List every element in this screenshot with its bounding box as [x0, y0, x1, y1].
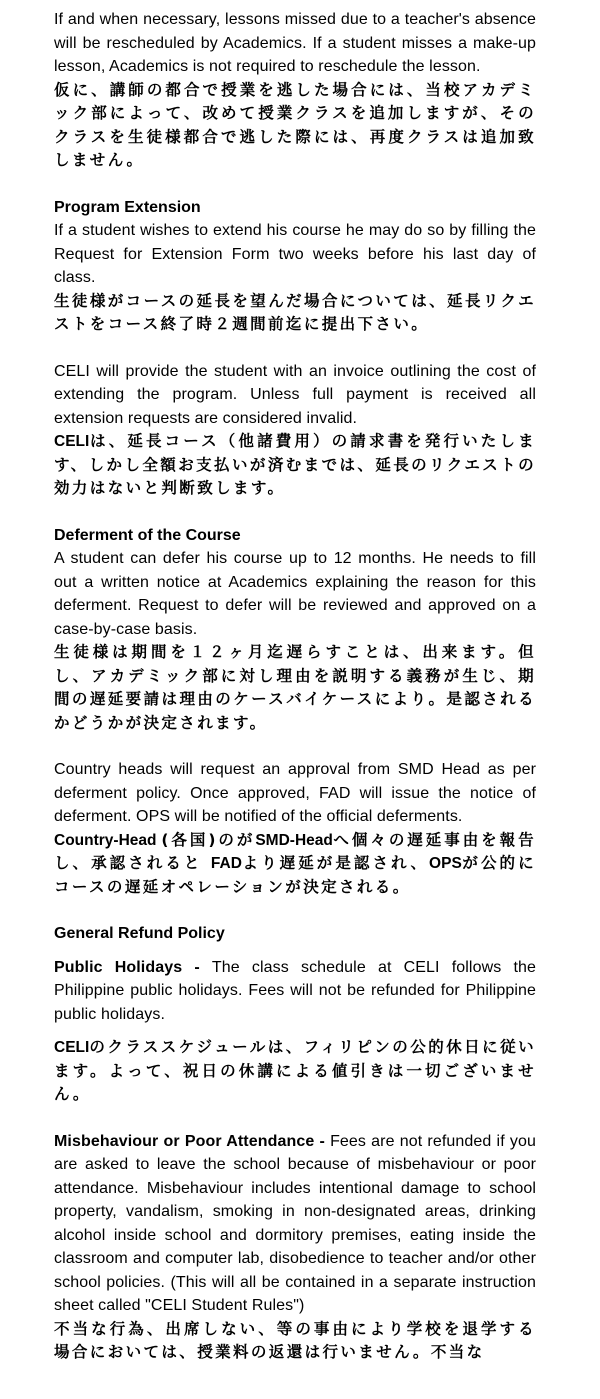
- spacer: [54, 1107, 536, 1130]
- spacer: [54, 337, 536, 360]
- misbehaviour-text: Fees are not refunded if you are asked to leave the school because of misbehaviour or poor attendance. Misbehaviour includes intentional damage to school property, vandalism, smoking in non-designated areas, drinking alcohol inside school and dormitory premises, eating inside the classroom and computer lab, disobedience to teacher and/or other school policies. (This will all be contained in a separate instruction sheet called "CELI Student Rules"): [54, 1132, 536, 1314]
- public-holidays-paragraph-en: [54, 956, 536, 1027]
- deferment-paragraph-en: A student can defer his course up to 12 months. He needs to fill out a written notice at Academics explaining the reason for this deferment. Request to defer will be reviewed and approved on a case-by-case basis.: [54, 550, 536, 638]
- approval-jp-segment: FAD: [210, 855, 242, 872]
- general-refund-policy-heading: General Refund Policy: [54, 925, 225, 942]
- celi-label: CELI: [54, 1039, 90, 1056]
- misbehaviour-paragraph-jp: 不当な行為、出席しない、等の事由により学校を退学する場合においては、授業料の返還は行いません。不当な: [54, 1319, 536, 1361]
- deferment-paragraph-jp: 生徒様は期間を１２ヶ月迄遅らすことは、出来ます。但し、アカデミック部に対し理由を説明する義務が生じ、期間の遅延要請は理由のケースバイケースにより。是認されるかどうかが決定されます。: [54, 643, 536, 732]
- deferment-heading: Deferment of the Course: [54, 526, 241, 544]
- extension-invoice-paragraph-jp: [54, 430, 536, 501]
- approval-jp-segment: SMD-Head: [255, 831, 333, 849]
- document-page: [54, 8, 536, 1365]
- spacer: [54, 1026, 536, 1036]
- celi-label: CELI: [54, 433, 90, 450]
- deferment-approval-paragraph-jp: [54, 829, 536, 900]
- spacer: [54, 946, 536, 956]
- misbehaviour-paragraph-en: [54, 1130, 536, 1318]
- approval-jp-segment: へ個々の遅延事由を報告し、承認されると: [54, 830, 536, 872]
- approval-jp-segment: (各国)の: [161, 830, 237, 849]
- spacer: [54, 899, 536, 922]
- spacer: [54, 735, 536, 758]
- approval-jp-segment: より遅延が是認され、: [241, 854, 430, 872]
- approval-jp-segment: OPS: [429, 855, 462, 872]
- program-extension-heading: Program Extension: [54, 198, 201, 216]
- public-holidays-lead: Public Holidays -: [54, 958, 212, 976]
- program-extension-paragraph-en: If a student wishes to extend his course he may do so by filling the Request for Extension Form two weeks before his last day of class.: [54, 222, 536, 286]
- makeup-lesson-paragraph-en: If and when necessary, lessons missed due to a teacher's absence will be rescheduled by Academics. If a student misses a make-up lesson, Academics is not required to reschedule the lesson.: [54, 11, 536, 75]
- public-holidays-jp-text: のクラススケジュールは、フィリピンの公的休日に従います。よって、祝日の休講による値引きは一切ございません。: [54, 1038, 536, 1103]
- spacer: [54, 173, 536, 196]
- approval-jp-segment: が: [236, 830, 256, 849]
- deferment-approval-paragraph-en: Country heads will request an approval from SMD Head as per deferment policy. Once approved, FAD will issue the notice of deferment. OPS will be notified of the official deferments.: [54, 761, 536, 825]
- misbehaviour-lead: Misbehaviour or Poor Attendance -: [54, 1132, 331, 1150]
- extension-invoice-jp-text: は、延長コース（他諸費用）の請求書を発行いたします、しかし全額お支払いが済むまでは、延長のリクエストの効力はないと判断致します。: [54, 432, 536, 497]
- makeup-lesson-paragraph-jp: 仮に、講師の都合で授業を逃した場合には、当校アカデミック部によって、改めて授業クラスを追加しますが、そのクラスを生徒様都合で逃した際には、再度クラスは追加致しません。: [54, 80, 536, 169]
- extension-invoice-paragraph-en: CELI will provide the student with an invoice outlining the cost of extending the program. Unless full payment is received all extension requests are considered invalid.: [54, 362, 536, 427]
- public-holidays-paragraph-jp: [54, 1036, 536, 1107]
- approval-jp-segment: Country-Head: [54, 831, 162, 849]
- spacer: [54, 501, 536, 524]
- public-holidays-text: The class schedule at CELI follows the Philippine public holidays. Fees will not be refunded for Philippine public holidays.: [54, 958, 536, 1023]
- program-extension-paragraph-jp: 生徒様がコースの延長を望んだ場合については、延長リクエストをコース終了時２週間前迄に提出下さい。: [54, 291, 536, 333]
- approval-jp-segment: が公的にコースの遅延オペレーションが決定される。: [54, 854, 537, 896]
